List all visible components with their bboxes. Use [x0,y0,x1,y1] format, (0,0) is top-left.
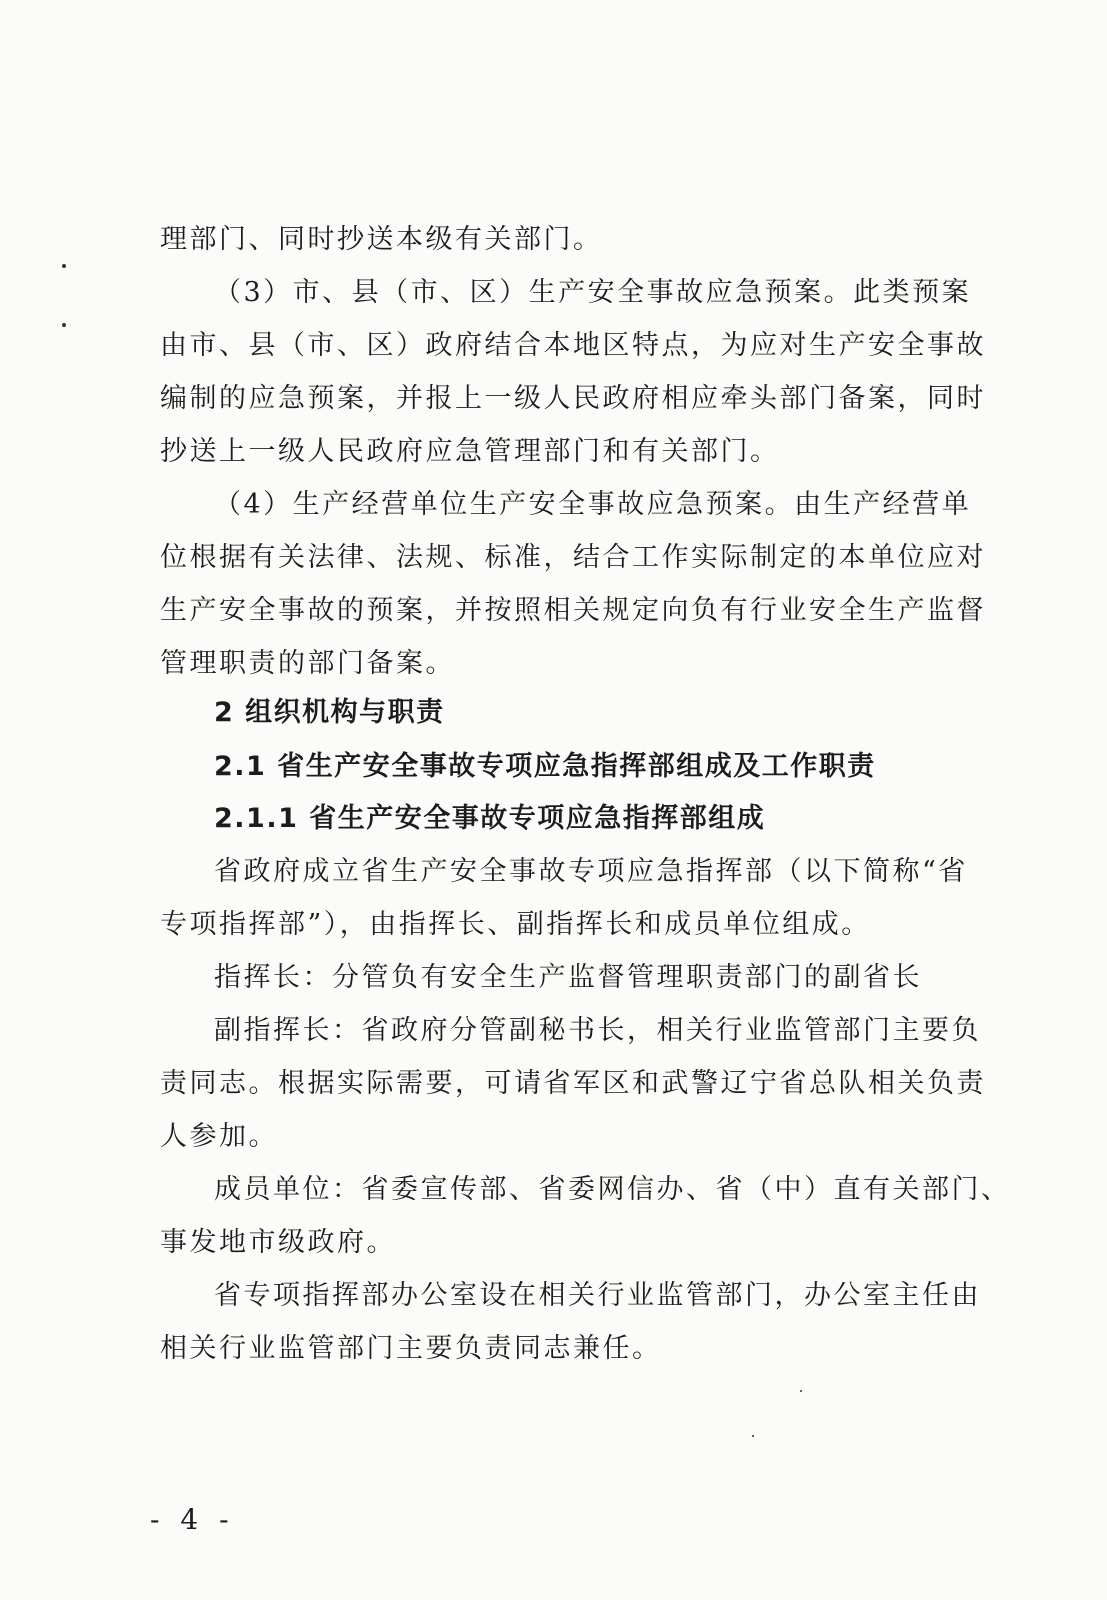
text-line: 由市、县（市、区）政府结合本地区特点，为应对生产安全事故 [160,330,986,361]
subsection-heading: 2.1 省生产安全事故专项应急指挥部组成及工作职责 [214,751,876,782]
text-line: （3）市、县（市、区）生产安全事故应急预案。此类预案 [214,277,972,308]
text-line: 抄送上一级人民政府应急管理部门和有关部门。 [160,436,780,467]
text-line: 人参加。 [160,1121,278,1152]
text-line: 生产安全事故的预案，并按照相关规定向负有行业安全生产监督 [160,595,986,626]
text-line: 理部门、同时抄送本级有关部门。 [160,224,603,255]
scan-speck [62,264,66,268]
text-line: 管理职责的部门备案。 [160,648,455,679]
text-line: 成员单位：省委宣传部、省委网信办、省（中）直有关部门、 [214,1174,1011,1205]
text-line: 省专项指挥部办公室设在相关行业监管部门，办公室主任由 [214,1280,981,1311]
scan-speck [62,323,66,327]
subsubsection-heading: 2.1.1 省生产安全事故专项应急指挥部组成 [214,803,766,834]
text-line: 事发地市级政府。 [160,1227,396,1258]
scan-speck [752,1435,754,1437]
scan-speck [800,1390,802,1392]
text-line: 专项指挥部”），由指挥长、副指挥长和成员单位组成。 [160,909,871,940]
text-line: 责同志。根据实际需要，可请省军区和武警辽宁省总队相关负责 [160,1068,986,1099]
section-heading: 2 组织机构与职责 [214,697,445,728]
page-number: - 4 - [150,1503,235,1536]
text-line: 指挥长：分管负有安全生产监督管理职责部门的副省长 [214,962,922,993]
text-line: （4）生产经营单位生产安全事故应急预案。由生产经营单 [214,489,972,520]
text-line: 编制的应急预案，并报上一级人民政府相应牵头部门备案，同时 [160,383,986,414]
text-line: 省政府成立省生产安全事故专项应急指挥部（以下简称“省 [214,856,968,887]
text-line: 副指挥长：省政府分管副秘书长，相关行业监管部门主要负 [214,1015,981,1046]
text-line: 位根据有关法律、法规、标准，结合工作实际制定的本单位应对 [160,542,986,573]
text-line: 相关行业监管部门主要负责同志兼任。 [160,1333,662,1364]
